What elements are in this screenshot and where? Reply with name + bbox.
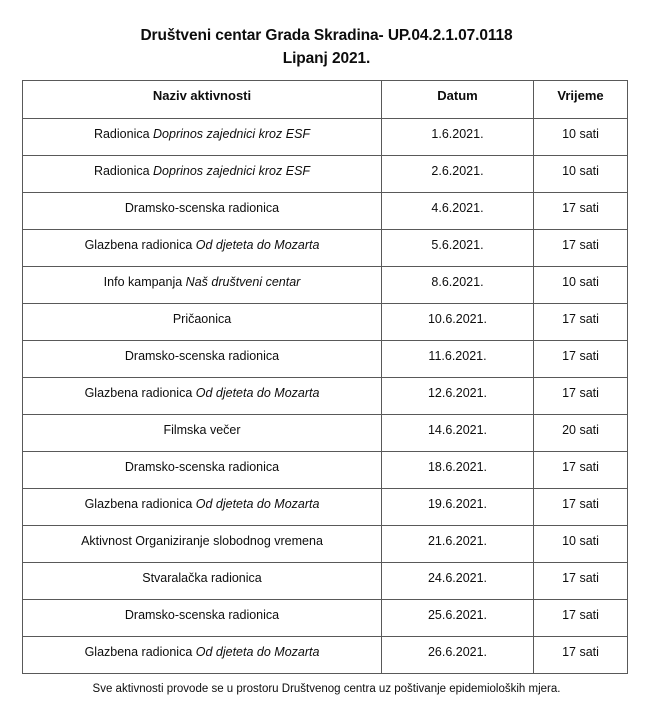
table-row — [23, 267, 628, 304]
table-row — [23, 452, 628, 489]
cell-activity-name — [23, 452, 382, 489]
table-row — [23, 415, 628, 452]
cell-date: 5.6.2021. — [382, 230, 534, 267]
cell-activity-name — [23, 341, 382, 378]
cell-time: 20 sati — [534, 415, 628, 452]
page-title-line-1: Društveni centar Grada Skradina- UP.04.2.1.07.0118 — [140, 27, 513, 44]
activity-name-plain: Glazbena radionica — [84, 645, 196, 659]
activity-name-plain: Radionica — [93, 127, 154, 141]
cell-date: 25.6.2021. — [382, 600, 534, 637]
cell-activity-name — [23, 637, 382, 674]
footnote-text: Sve aktivnosti provode se u prostoru Društvenog centra uz poštivanje epidemioloških mjera. — [92, 683, 561, 695]
cell-date: 24.6.2021. — [382, 563, 534, 600]
table-row — [23, 119, 628, 156]
table-header — [23, 81, 628, 119]
cell-activity-name — [23, 600, 382, 637]
table-row — [23, 526, 628, 563]
column-header-date: Datum — [382, 81, 534, 119]
activity-name-plain: Glazbena radionica — [84, 497, 196, 511]
cell-time: 17 sati — [534, 230, 628, 267]
cell-time: 10 sati — [534, 119, 628, 156]
cell-time: 17 sati — [534, 600, 628, 637]
table-row — [23, 489, 628, 526]
column-header-time: Vrijeme — [534, 81, 628, 119]
schedule-table-container — [0, 80, 653, 674]
cell-time: 17 sati — [534, 452, 628, 489]
cell-date: 10.6.2021. — [382, 304, 534, 341]
table-row — [23, 378, 628, 415]
cell-time: 10 sati — [534, 526, 628, 563]
cell-date: 2.6.2021. — [382, 156, 534, 193]
table-row — [23, 341, 628, 378]
table-row — [23, 600, 628, 637]
activity-name-plain: Radionica — [93, 164, 154, 178]
cell-activity-name — [23, 415, 382, 452]
cell-activity-name — [23, 489, 382, 526]
activity-name-title: Od djeteta do Mozarta — [195, 238, 320, 252]
cell-time: 10 sati — [534, 267, 628, 304]
cell-time: 17 sati — [534, 563, 628, 600]
cell-activity-name — [23, 193, 382, 230]
cell-date: 18.6.2021. — [382, 452, 534, 489]
activity-name-title: Od djeteta do Mozarta — [195, 645, 320, 659]
activity-name-plain: Info kampanja — [103, 275, 186, 289]
table-row — [23, 156, 628, 193]
cell-date: 14.6.2021. — [382, 415, 534, 452]
activity-name-plain: Aktivnost Organiziranje slobodnog vremena — [81, 534, 323, 548]
activity-name-title: Doprinos zajednici kroz ESF — [153, 164, 311, 178]
cell-date: 8.6.2021. — [382, 267, 534, 304]
activity-name-plain: Dramsko-scenska radionica — [124, 460, 280, 474]
table-header-row — [23, 81, 628, 119]
cell-time: 17 sati — [534, 378, 628, 415]
activity-name-title: Doprinos zajednici kroz ESF — [153, 127, 311, 141]
cell-time: 17 sati — [534, 637, 628, 674]
page-title — [0, 0, 653, 70]
cell-activity-name — [23, 378, 382, 415]
cell-activity-name — [23, 267, 382, 304]
activity-schedule-table — [22, 80, 628, 674]
cell-date: 21.6.2021. — [382, 526, 534, 563]
cell-activity-name — [23, 526, 382, 563]
page-title-line-2: Lipanj 2021. — [282, 50, 371, 67]
cell-date: 1.6.2021. — [382, 119, 534, 156]
cell-date: 26.6.2021. — [382, 637, 534, 674]
column-header-activity-name: Naziv aktivnosti — [23, 81, 382, 119]
activity-name-plain: Dramsko-scenska radionica — [124, 349, 280, 363]
cell-activity-name — [23, 230, 382, 267]
activity-name-title: Naš društveni centar — [185, 275, 301, 289]
cell-date: 4.6.2021. — [382, 193, 534, 230]
activity-name-title: Od djeteta do Mozarta — [195, 386, 320, 400]
cell-time: 17 sati — [534, 193, 628, 230]
table-row — [23, 304, 628, 341]
activity-name-plain: Pričaonica — [172, 312, 232, 326]
cell-time: 17 sati — [534, 304, 628, 341]
activity-name-plain: Glazbena radionica — [84, 238, 196, 252]
activity-name-plain: Dramsko-scenska radionica — [124, 201, 280, 215]
cell-date: 12.6.2021. — [382, 378, 534, 415]
cell-activity-name — [23, 156, 382, 193]
table-row — [23, 637, 628, 674]
table-row — [23, 563, 628, 600]
cell-time: 10 sati — [534, 156, 628, 193]
activity-name-plain: Dramsko-scenska radionica — [124, 608, 280, 622]
activity-name-plain: Glazbena radionica — [84, 386, 196, 400]
cell-time: 17 sati — [534, 489, 628, 526]
cell-activity-name — [23, 119, 382, 156]
cell-date: 11.6.2021. — [382, 341, 534, 378]
table-row — [23, 230, 628, 267]
table-body — [23, 119, 628, 674]
cell-time: 17 sati — [534, 341, 628, 378]
table-row — [23, 193, 628, 230]
activity-name-plain: Filmska večer — [163, 423, 241, 437]
activity-name-title: Od djeteta do Mozarta — [195, 497, 320, 511]
activity-name-plain: Stvaralačka radionica — [142, 571, 262, 585]
cell-activity-name — [23, 304, 382, 341]
cell-activity-name — [23, 563, 382, 600]
cell-date: 19.6.2021. — [382, 489, 534, 526]
